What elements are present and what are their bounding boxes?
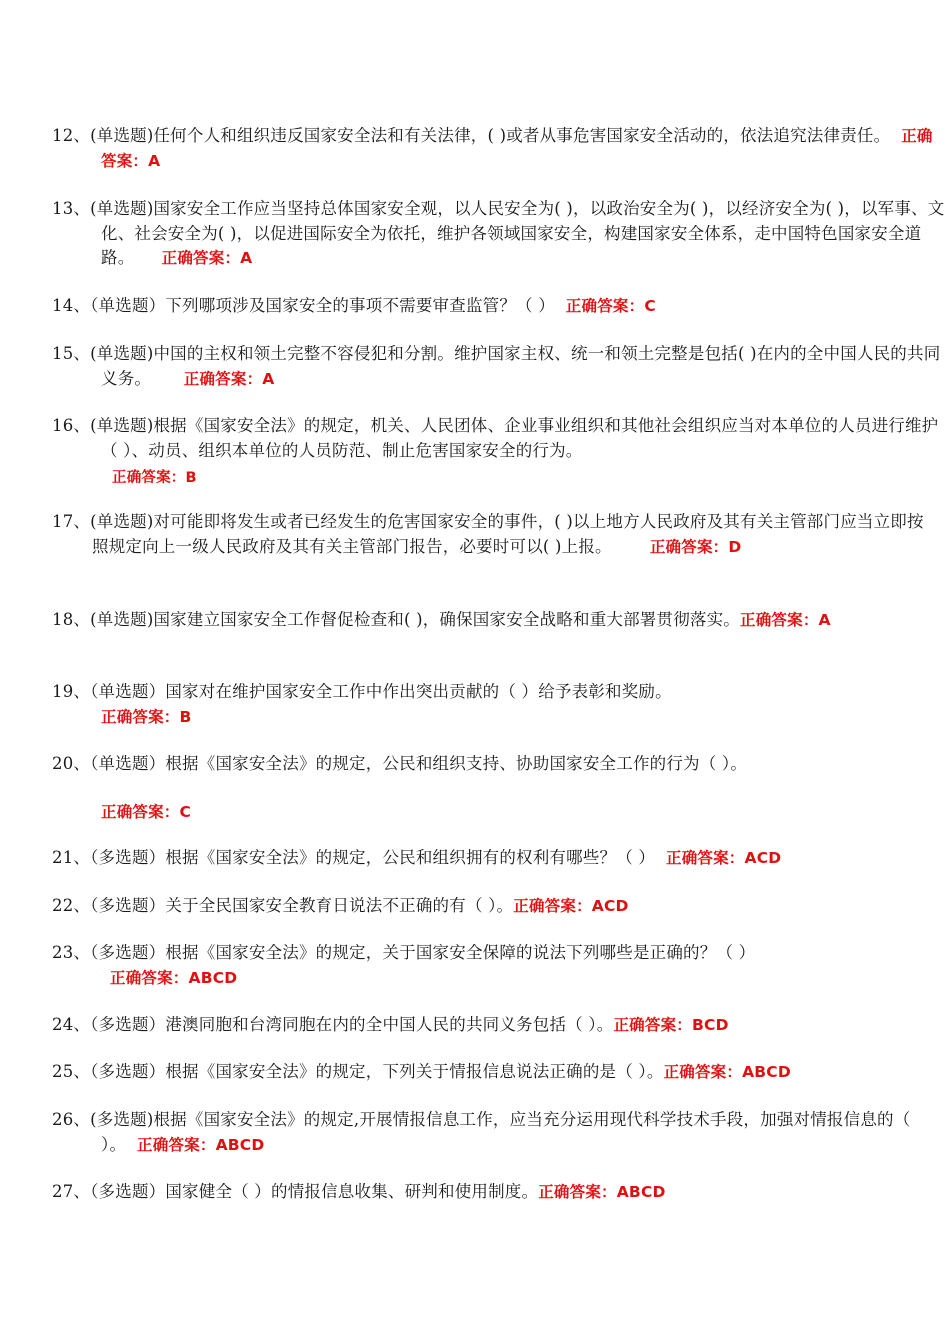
question-17 bbox=[52, 510, 938, 559]
question-text: 根据《国家安全法》的规定，机关、人民团体、企业事业组织和其他社会组织应当对本单位的人员进行维护（ ）、动员、组织本单位的人员防范、制止危害国家安全的行为。 bbox=[101, 416, 939, 460]
question-type: （单选题） bbox=[90, 296, 166, 315]
question-number: 20、 bbox=[52, 754, 91, 773]
question-number: 21、 bbox=[52, 848, 91, 867]
answer-value: ABCD bbox=[742, 1063, 791, 1081]
question-type: （多选题） bbox=[90, 848, 166, 867]
question-number: 12、 bbox=[52, 126, 91, 145]
question-type: (单选题) bbox=[90, 512, 154, 531]
answer-label: 正确答案： bbox=[666, 849, 745, 867]
answer-value: ABCD bbox=[215, 1135, 265, 1154]
question-text: 国家对在维护国家安全工作中作出突出贡献的（ ）给予表彰和奖励。 bbox=[165, 682, 672, 701]
answer-value: C bbox=[644, 297, 656, 315]
question-text: 根据《国家安全法》的规定，关于国家安全保障的说法下列哪些是正确的？（ ） bbox=[165, 943, 756, 962]
question-text: 下列哪项涉及国家安全的事项不需要审查监管？（ ） bbox=[165, 296, 555, 315]
answer-value: B bbox=[185, 470, 197, 486]
question-number: 24、 bbox=[52, 1015, 91, 1034]
question-type: (单选题) bbox=[90, 126, 154, 145]
question-text: 任何个人和组织违反国家安全法和有关法律，( )或者从事危害国家安全活动的，依法追究法律责任。 bbox=[153, 126, 891, 145]
answer-value: B bbox=[179, 707, 192, 726]
question-text: 关于全民国家安全教育日说法不正确的有（ ）。 bbox=[165, 896, 514, 915]
question-number: 27、 bbox=[52, 1182, 91, 1201]
question-27 bbox=[52, 1180, 947, 1205]
question-text: 港澳同胞和台湾同胞在内的全中国人民的共同义务包括（ ）。 bbox=[165, 1015, 614, 1034]
question-text: 根据《国家安全法》的规定，下列关于情报信息说法正确的是（ ）。 bbox=[165, 1062, 664, 1081]
answer-value: A bbox=[148, 151, 161, 170]
question-text: 国家安全工作应当坚持总体国家安全观，以人民安全为( )，以政治安全为( )，以经济安全为( )，以军事、文化、社会安全为( )，以促进国际安全为依托，维护各领域国家安全，构建国家安全体系，走中国特色国家安全道路。 bbox=[101, 199, 945, 267]
answer-line bbox=[101, 800, 947, 825]
answer-value: ABCD bbox=[188, 968, 238, 987]
answer-label: 正确答案： bbox=[649, 537, 729, 556]
answer-label: 正确答案： bbox=[613, 1016, 692, 1034]
answer-line bbox=[101, 705, 947, 730]
question-text: 根据《国家安全法》的规定，公民和组织支持、协助国家安全工作的行为（ ）。 bbox=[165, 754, 748, 773]
answer-label: 正确答案： bbox=[565, 297, 645, 315]
answer-label: 正确答案： bbox=[112, 470, 186, 486]
question-number: 15、 bbox=[52, 344, 91, 363]
answer-value: A bbox=[240, 249, 253, 267]
question-type: (单选题) bbox=[90, 416, 154, 435]
question-type: (单选题) bbox=[90, 344, 154, 363]
answer-value: ACD bbox=[591, 897, 629, 915]
question-23 bbox=[52, 941, 947, 990]
answer-label: 正确答案： bbox=[137, 1135, 216, 1154]
answer-label: 正确答案： bbox=[110, 968, 189, 987]
question-text: 国家建立国家安全工作督促检查和( )，确保国家安全战略和重大部署贯彻落实。 bbox=[153, 610, 741, 629]
question-number: 23、 bbox=[52, 943, 91, 962]
question-text: 根据《国家安全法》的规定，公民和组织拥有的权利有哪些？（ ） bbox=[165, 848, 656, 867]
answer-label: 正确答案： bbox=[161, 249, 241, 267]
answer-value: A bbox=[262, 369, 275, 388]
answer-label: 正确答案： bbox=[513, 897, 592, 915]
question-21 bbox=[52, 846, 947, 871]
question-type: （单选题） bbox=[90, 682, 166, 701]
question-18 bbox=[52, 608, 947, 633]
answer-value: D bbox=[728, 537, 742, 556]
question-number: 22、 bbox=[52, 896, 91, 915]
question-type: （单选题） bbox=[90, 754, 166, 773]
question-14 bbox=[52, 294, 947, 319]
question-19 bbox=[52, 680, 947, 729]
question-13 bbox=[52, 197, 947, 271]
question-type: (多选题) bbox=[90, 1110, 154, 1129]
answer-label: 正确答案： bbox=[663, 1063, 743, 1081]
answer-label: 正确答案： bbox=[538, 1183, 617, 1201]
answer-value: C bbox=[179, 802, 192, 821]
question-number: 13、 bbox=[52, 199, 91, 218]
question-number: 17、 bbox=[52, 512, 91, 531]
answer-label: 正确答案： bbox=[101, 127, 933, 170]
answer-label: 正确答案： bbox=[740, 611, 819, 629]
answer-value: ACD bbox=[744, 849, 782, 867]
question-20 bbox=[52, 752, 947, 824]
question-number: 18、 bbox=[52, 610, 91, 629]
question-type: （多选题） bbox=[90, 1062, 166, 1081]
question-type: (单选题) bbox=[90, 610, 154, 629]
question-type: （多选题） bbox=[90, 1182, 166, 1201]
question-number: 14、 bbox=[52, 296, 91, 315]
answer-value: A bbox=[818, 611, 831, 629]
question-text: 中国的主权和领土完整不容侵犯和分割。维护国家主权、统一和领土完整是包括( )在内的全中国人民的共同义务。 bbox=[101, 344, 941, 388]
question-type: （多选题） bbox=[90, 1015, 166, 1034]
question-number: 25、 bbox=[52, 1062, 91, 1081]
answer-label: 正确答案： bbox=[101, 707, 180, 726]
question-number: 19、 bbox=[52, 682, 91, 701]
question-number: 16、 bbox=[52, 416, 91, 435]
answer-line bbox=[101, 465, 947, 491]
question-15 bbox=[52, 342, 947, 391]
question-text: 国家健全（ ）的情报信息收集、研判和使用制度。 bbox=[165, 1182, 539, 1201]
question-text: 对可能即将发生或者已经发生的危害国家安全的事件，( )以上地方人民政府及其有关主管部门应当立即按照规定向上一级人民政府及其有关主管部门报告，必要时可以( )上报。 bbox=[92, 512, 924, 556]
question-text: 根据《国家安全法》的规定,开展情报信息工作，应当充分运用现代科学技术手段，加强对情报信息的（ ）。 bbox=[101, 1110, 911, 1154]
question-24 bbox=[52, 1013, 947, 1038]
answer-label: 正确答案： bbox=[183, 369, 263, 388]
question-12 bbox=[52, 124, 947, 173]
question-type: （多选题） bbox=[90, 943, 166, 962]
answer-line bbox=[101, 966, 947, 991]
answer-label: 正确答案： bbox=[101, 802, 180, 821]
question-26 bbox=[52, 1108, 947, 1157]
question-type: (单选题) bbox=[90, 199, 154, 218]
question-type: （多选题） bbox=[90, 896, 166, 915]
question-22 bbox=[52, 894, 947, 919]
question-16 bbox=[52, 414, 947, 491]
answer-value: BCD bbox=[691, 1016, 729, 1034]
question-25 bbox=[52, 1060, 947, 1085]
question-number: 26、 bbox=[52, 1110, 91, 1129]
answer-value: ABCD bbox=[616, 1183, 666, 1201]
